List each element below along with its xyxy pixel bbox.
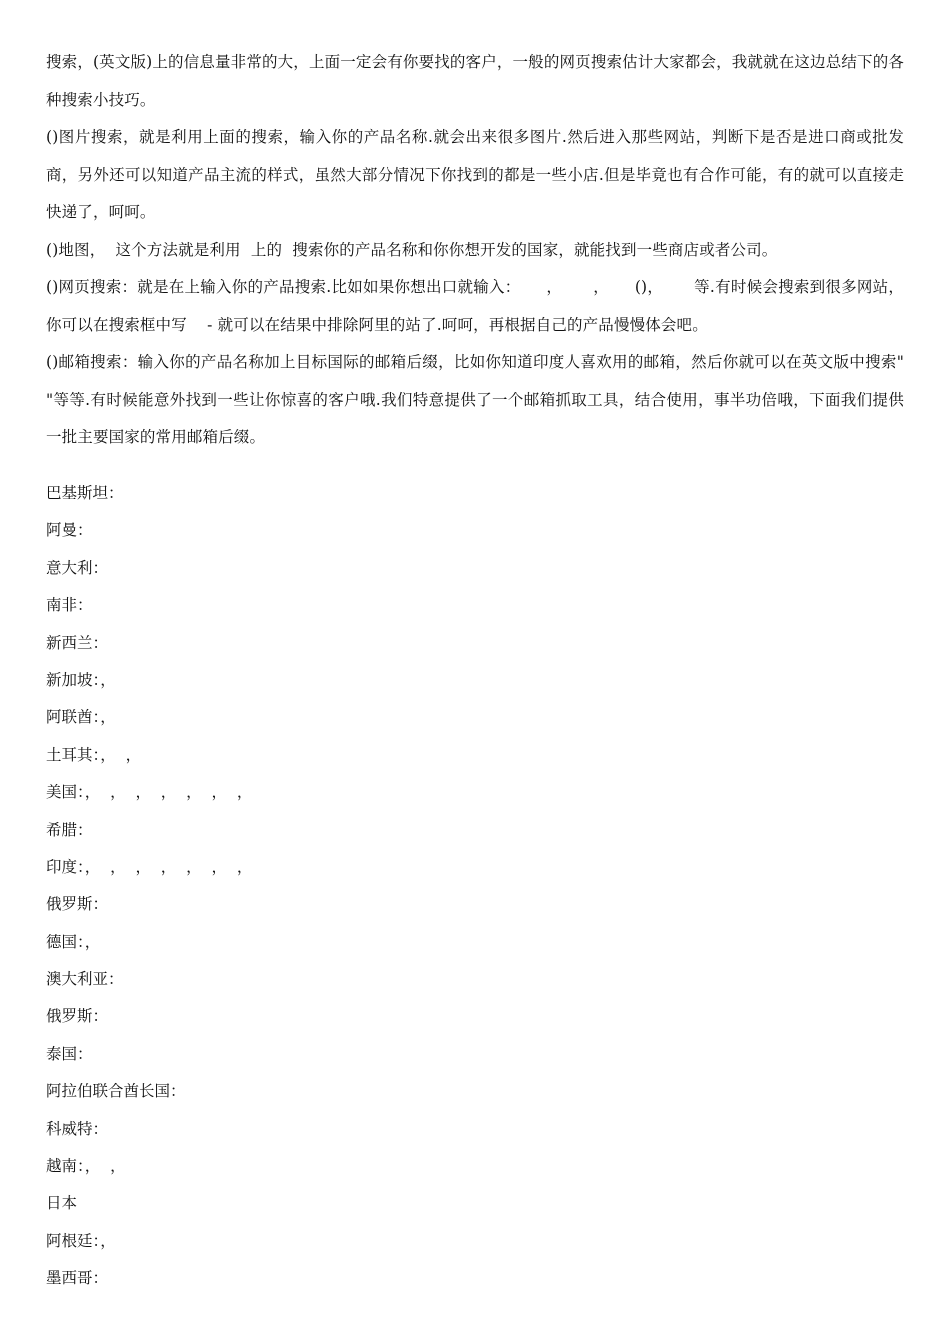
country-item: 澳大利亚：: [46, 970, 124, 989]
country-item: 科威特：: [46, 1119, 109, 1138]
country-item: 巴基斯坦：: [46, 484, 124, 502]
country-item: 希腊：: [46, 820, 93, 839]
intro-paragraphs: [46, 44, 915, 457]
paragraph-email-search: ()邮箱搜索：输入你的产品名称加上目标国际的邮箱后缀，比如你知道印度人喜欢用的邮箱，然后你就可以在英文版中搜索" "等等.有时候能意外找到一些让你惊喜的客户哦.我们特意提供了一个邮箱抓取工具，结合使用，事半功倍哦，下面我们提供一批主要国家的常用邮箱后缀。: [46, 353, 915, 446]
country-item: 南非：: [46, 596, 93, 615]
country-email-list: [46, 475, 746, 1298]
country-item: 俄罗斯：: [46, 1007, 109, 1026]
country-item: 阿联酋：，: [46, 708, 116, 727]
country-item: 阿根廷：，: [46, 1231, 116, 1250]
country-item: 新西兰：: [46, 633, 109, 652]
country-item: 阿曼：: [46, 521, 93, 540]
country-item: 土耳其：， ，: [46, 745, 142, 764]
country-item: 俄罗斯：: [46, 895, 109, 914]
paragraph-map-search: ()地图， 这个方法就是利用 上的 搜索你的产品名称和你你想开发的国家，就能找到一些商店或者公司。: [46, 240, 778, 259]
country-item: 美国：， ， ， ， ， ， ，: [46, 783, 253, 802]
country-item: 德国：，: [46, 932, 101, 951]
country-item: 印度：， ， ， ， ， ， ，: [46, 857, 253, 876]
paragraph-image-search: ()图片搜索，就是利用上面的搜索，输入你的产品名称.就会出来很多图片.然后进入那些网站，判断下是否是进口商或批发商，另外还可以知道产品主流的样式，虽然大部分情况下你找到的都是一些小店.但是毕竟也有合作可能，有的就可以直接走快递了，呵呵。: [46, 128, 904, 221]
country-item: 意大利：: [46, 558, 109, 577]
country-item: 泰国：: [46, 1044, 93, 1063]
country-item: 越南：， ，: [46, 1157, 126, 1176]
country-item: 阿拉伯联合酋长国：: [46, 1082, 186, 1101]
paragraph-web-search: ()网页搜索：就是在上输入你的产品搜索.比如如果你想出口就输入： ， ， ()， 等.有时候会搜索到很多网站，你可以在搜索框中写 - 就可以在结果中排除阿里的站了.呵呵，再根据自己的产品慢慢体会吧。: [46, 278, 904, 334]
country-item: 新加坡：，: [46, 670, 116, 689]
paragraph-intro: 搜索，(英文版)上的信息量非常的大，上面一定会有你要找的客户，一般的网页搜索估计大家都会，我就就在这边总结下的各种搜索小技巧。: [46, 53, 904, 109]
country-item: 墨西哥：: [46, 1269, 109, 1288]
country-item: 日本: [46, 1194, 78, 1213]
